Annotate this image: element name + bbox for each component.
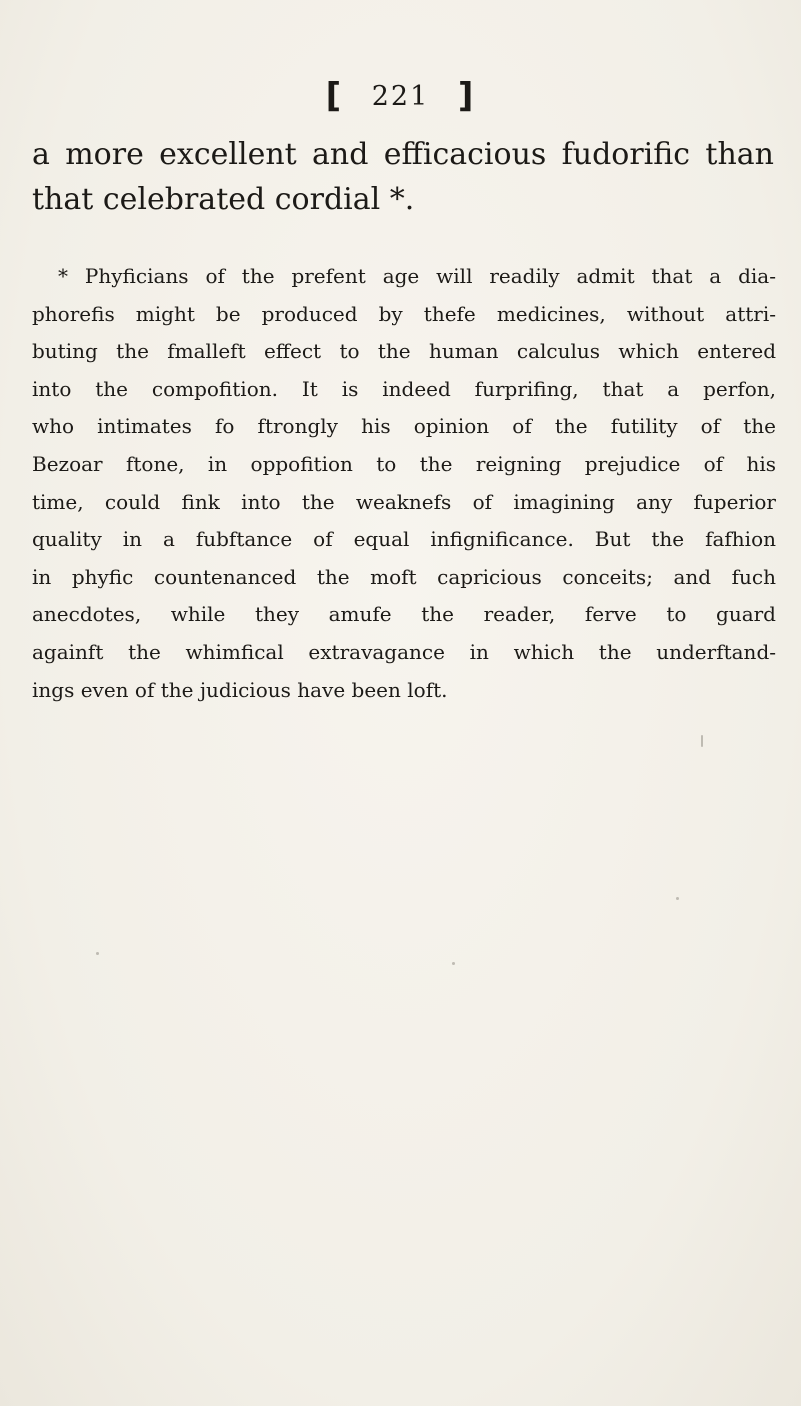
footnote-line: buting the fmalleft effect to the human calculus which entered (32, 339, 776, 364)
paper-speck (701, 735, 703, 747)
page-number-open-bracket: [ (325, 76, 344, 116)
footnote-line: into the compofition. It is indeed furprifing, that a perfon, (32, 376, 776, 401)
footnote-line: phorefis might be produced by thefe medicines, without attri- (32, 301, 776, 326)
page-number-value: 221 (371, 81, 430, 112)
footnote-line: in phyfic countenanced the moft capricious conceits; and fuch (32, 564, 776, 589)
page-number (0, 76, 801, 116)
main-text-line: a more excellent and efficacious fudorific than (32, 137, 774, 172)
footnote (32, 258, 776, 709)
footnote-line: ings even of the judicious have been loft. (32, 677, 448, 702)
footnote-line: * Phyficians of the prefent age will readily admit that a dia- (58, 264, 776, 288)
paper-speck (676, 897, 679, 900)
paper-speck (96, 952, 99, 955)
paper-speck (452, 962, 455, 965)
footnote-line: anecdotes, while they amufe the reader, ferve to guard (32, 602, 776, 627)
footnote-line: againft the whimfical extravagance in which the underftand- (32, 639, 776, 664)
main-text-line: that celebrated cordial *. (32, 182, 415, 217)
footnote-line: quality in a fubftance of equal infignificance. But the fafhion (32, 527, 776, 552)
footnote-line: who intimates fo ftrongly his opinion of the futility of the (32, 414, 776, 439)
footnote-line: Bezoar ftone, in oppofition to the reigning prejudice of his (32, 451, 776, 476)
page-number-close-bracket: ] (457, 76, 476, 116)
main-text (32, 132, 774, 222)
footnote-line: time, could fink into the weaknefs of imagining any fuperior (32, 489, 776, 514)
